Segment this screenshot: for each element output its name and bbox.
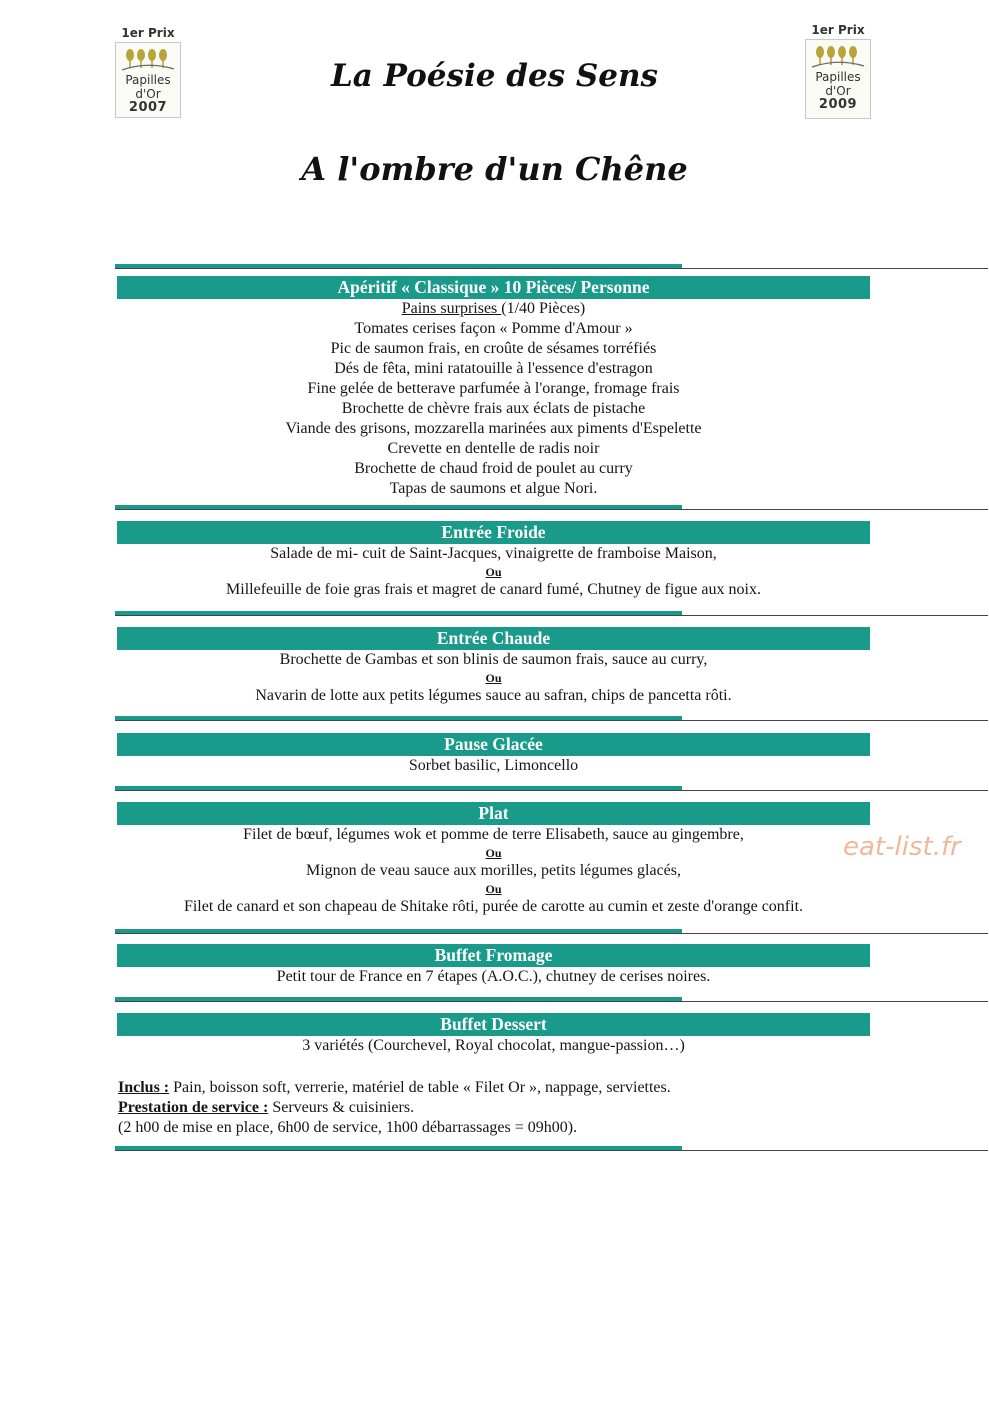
or-separator: Ou [485,565,502,579]
badge-line1: Papilles [815,70,861,84]
section-heading: Pause Glacée [117,733,870,756]
page-title: La Poésie des Sens [330,58,659,94]
menu-item: Tapas de saumons et algue Nori. [389,480,598,497]
menu-item: Viande des grisons, mozzarella marinées aux piments d'Espelette [285,420,702,437]
badge-year: 2009 [818,97,858,112]
badge-line1: Papilles [125,73,171,87]
section-heading: Plat [117,802,870,825]
menu-item: Brochette de Gambas et son blinis de saumon frais, sauce au curry, [279,651,708,668]
included-line [118,1078,671,1098]
menu-item: Millefeuille de foie gras frais et magret de canard fumé, Chutney de figue aux noix. [226,581,761,598]
menu-item: Navarin de lotte aux petits légumes sauce au safran, chips de pancetta rôti. [255,687,732,704]
section-buffet-fromage [115,944,872,987]
section-divider [115,505,988,511]
included-label: Inclus : [118,1079,170,1096]
page-subtitle: A l'ombre d'un Chêne [301,150,688,188]
badge-line2: d'Or [135,87,161,101]
section-divider [115,1146,988,1152]
section-divider [115,929,988,935]
section-aperitif [115,276,872,499]
menu-item-underlined: Pains surprises [401,300,502,317]
menu-item: Tomates cerises façon « Pomme d'Amour » [354,320,633,337]
menu-item: Brochette de chaud froid de poulet au curry [354,460,633,477]
section-heading: Apéritif « Classique » 10 Pièces/ Personne [117,276,870,299]
section-divider [115,264,988,270]
section-pause-glacee [115,733,872,776]
menu-item [115,299,872,319]
section-entree-chaude [115,627,872,706]
menu-item: Pic de saumon frais, en croûte de sésames torréfiés [330,340,657,357]
section-plat [115,802,872,917]
menu-item: Petit tour de France en 7 étapes (A.O.C.), chutney de cerises noires. [276,968,711,985]
menu-item: 3 variétés (Courchevel, Royal chocolat, mangue-passion…) [302,1037,685,1054]
menu-item: Crevette en dentelle de radis noir [387,440,600,457]
badge-line2: d'Or [825,84,851,98]
or-separator: Ou [485,882,502,896]
or-separator: Ou [485,846,502,860]
or-separator: Ou [485,671,502,685]
service-line [118,1098,671,1118]
footer-notes [118,1078,671,1138]
menu-item: Dés de fêta, mini ratatouille à l'essence d'estragon [334,360,653,377]
badge-year: 2007 [128,100,168,115]
section-heading: Entrée Froide [117,521,870,544]
menu-item: Mignon de veau sauce aux morilles, petits légumes glacés, [305,862,681,879]
section-divider [115,611,988,617]
section-heading: Entrée Chaude [117,627,870,650]
menu-item: Brochette de chèvre frais aux éclats de pistache [341,400,646,417]
section-divider [115,716,988,722]
service-label: Prestation de service : [118,1099,269,1116]
timing-line: (2 h00 de mise en place, 6h00 de service, 1h00 débarrassages = 09h00). [118,1119,578,1136]
menu-item: Salade de mi- cuit de Saint-Jacques, vinaigrette de framboise Maison, [270,545,717,562]
menu-item: Fine gelée de betterave parfumée à l'orange, fromage frais [307,380,680,397]
service-text: Serveurs & cuisiniers. [268,1099,415,1116]
menu-item: Filet de bœuf, légumes wok et pomme de terre Elisabeth, sauce au gingembre, [243,826,744,843]
section-buffet-dessert [115,1013,872,1056]
included-text: Pain, boisson soft, verrerie, matériel de table « Filet Or », nappage, serviettes. [169,1079,671,1096]
menu-item: Filet de canard et son chapeau de Shitake rôti, purée de carotte au cumin et zeste d'orange confit. [183,898,804,915]
section-divider [115,997,988,1003]
section-heading: Buffet Dessert [117,1013,870,1036]
section-divider [115,786,988,792]
menu-item-note: (1/40 Pièces) [501,300,586,317]
badge-prize-label: 1er Prix [811,23,865,37]
badge-prize-label: 1er Prix [121,26,175,40]
menu-item: Sorbet basilic, Limoncello [408,757,579,774]
section-heading: Buffet Fromage [117,944,870,967]
watermark: eat-list.fr [843,832,961,862]
section-entree-froide [115,521,872,600]
